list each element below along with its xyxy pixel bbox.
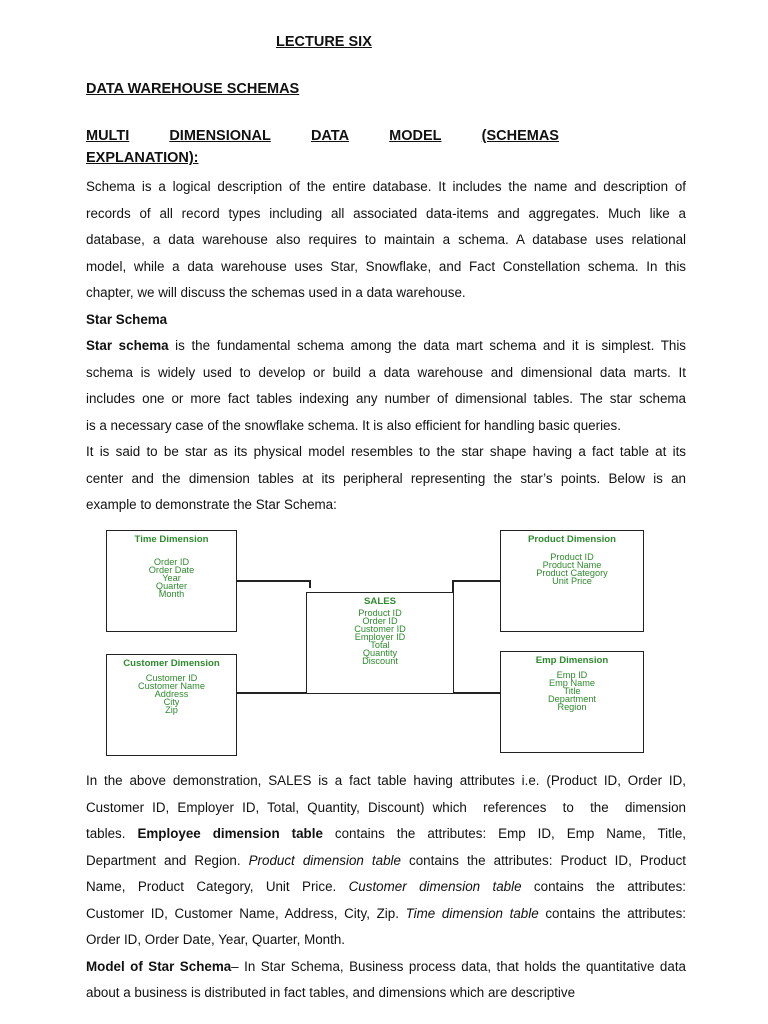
product-dimension-attributes — [501, 553, 643, 585]
text-run: Name, Product Category, Unit Price. — [86, 879, 349, 894]
paragraph-line — [86, 906, 686, 922]
italic-term: Time dimension table — [405, 906, 539, 921]
text-run: contains the attributes: — [538, 906, 687, 921]
attribute: Quarter — [155, 581, 188, 591]
sales-fact-attributes — [307, 609, 453, 665]
connector-line — [452, 692, 500, 694]
product-dimension-box — [500, 530, 644, 632]
connector-line — [235, 692, 306, 694]
attribute: Customer ID — [354, 624, 406, 634]
emp-dimension-box — [500, 651, 644, 753]
product-dimension-title: Product Dimension — [528, 534, 616, 545]
paragraph-line — [86, 879, 686, 895]
paragraph-line — [86, 338, 686, 354]
time-dimension-attributes — [107, 558, 236, 598]
sales-fact-box — [306, 592, 454, 694]
emp-dimension-attributes — [501, 671, 643, 711]
attribute: Department — [547, 694, 596, 704]
bold-term: Model of Star Schema — [86, 959, 232, 974]
paragraph-line: In the above demonstration, SALES is a fact table having attributes i.e. (Product ID, Order ID, — [86, 773, 686, 788]
subsection-word: (SCHEMAS — [481, 128, 559, 144]
subsection-title-line2: EXPLANATION): — [86, 150, 199, 166]
attribute: Order ID — [362, 616, 398, 626]
text-run: tables. — [86, 826, 138, 841]
text-run: is the fundamental schema among the data mart schema and it is simplest. This — [168, 338, 686, 353]
attribute: Product ID — [550, 552, 594, 562]
star-schema-diagram — [88, 520, 678, 762]
attribute: Title — [563, 686, 581, 696]
paragraph-line: It is said to be star as its physical model resembles to the star shape having a fact table at its — [86, 444, 686, 459]
sales-fact-title: SALES — [364, 596, 396, 607]
time-dimension-box — [106, 530, 237, 632]
paragraph-line: about a business is distributed in fact tables, and dimensions which are descriptive — [86, 985, 576, 1000]
bold-term: Employee dimension table — [137, 826, 323, 841]
attribute: Discount — [362, 656, 398, 666]
attribute: Emp ID — [556, 670, 588, 680]
paragraph-line: Customer ID, Employer ID, Total, Quantity, Discount) which references to the dimension — [86, 800, 686, 815]
paragraph-line: Schema is a logical description of the entire database. It includes the name and description of — [86, 179, 686, 194]
paragraph-line: example to demonstrate the Star Schema: — [86, 497, 337, 512]
text-run: contains the attributes: Product ID, Product — [400, 853, 686, 868]
attribute: Order ID — [153, 557, 190, 567]
subsection-word: MULTI — [86, 128, 130, 144]
attribute: Address — [154, 689, 189, 699]
emp-dimension-title: Emp Dimension — [535, 655, 609, 666]
subsection-word: DATA — [310, 128, 350, 144]
attribute: Product Name — [542, 560, 602, 570]
subsection-word: DIMENSIONAL — [169, 128, 271, 144]
paragraph-line — [86, 959, 686, 975]
connector-line — [452, 580, 500, 582]
paragraph-line: Order ID, Order Date, Year, Quarter, Month. — [86, 932, 346, 947]
paragraph-line: model, while a data warehouse uses Star, Snowflake, and Fact Constellation schema. In this — [86, 259, 686, 274]
attribute: Emp Name — [549, 678, 595, 688]
subsection-title-line1 — [86, 128, 559, 144]
attribute: Zip — [165, 705, 178, 715]
paragraph-line: center and the dimension tables at its peripheral representing the star’s points. Below is an — [86, 471, 686, 486]
paragraph-line: includes one or more fact tables indexing any number of dimensional tables. The star schema — [86, 391, 686, 406]
attribute: Employer ID — [354, 632, 406, 642]
paragraph-line: records of all record types including all associated data-items and aggregates. Much like a — [86, 206, 686, 221]
attribute: Unit Price — [552, 576, 592, 586]
text-run: Customer ID, Customer Name, Address, City, Zip. — [86, 906, 406, 921]
italic-term: Customer dimension table — [348, 879, 522, 894]
attribute: Region — [557, 702, 587, 712]
customer-dimension-attributes — [107, 674, 236, 714]
time-dimension-title: Time Dimension — [134, 534, 209, 545]
subsection-word: MODEL — [389, 128, 442, 144]
connector-line — [235, 580, 309, 582]
lecture-title: LECTURE SIX — [276, 34, 372, 50]
paragraph-line: database, a data warehouse also requires to maintain a schema. A database uses relational — [86, 232, 686, 247]
attribute: Customer ID — [145, 673, 198, 683]
customer-dimension-title: Customer Dimension — [123, 658, 220, 669]
connector-line — [452, 580, 454, 592]
paragraph-line — [86, 826, 686, 842]
text-run: contains the attributes: Emp ID, Emp Name, Title, — [322, 826, 686, 841]
connector-line — [309, 580, 311, 588]
paragraph-line: is a necessary case of the snowflake schema. It is also efficient for handling basic queries. — [86, 418, 621, 433]
paragraph-line — [86, 853, 686, 869]
paragraph-line: schema is widely used to develop or build a data warehouse and dimensional data marts. It — [86, 365, 686, 380]
section-title: DATA WAREHOUSE SCHEMAS — [86, 81, 300, 97]
italic-term: Product dimension table — [248, 853, 401, 868]
attribute: City — [163, 697, 180, 707]
attribute: Customer Name — [138, 681, 205, 691]
attribute: Quantity — [362, 648, 398, 658]
customer-dimension-box — [106, 654, 237, 756]
attribute: Product ID — [358, 608, 402, 618]
text-run: Department and Region. — [86, 853, 249, 868]
attribute: Order Date — [148, 565, 195, 575]
attribute: Month — [158, 589, 185, 599]
text-run: contains the attributes: — [521, 879, 687, 894]
paragraph-line: chapter, we will discuss the schemas used in a data warehouse. — [86, 285, 466, 300]
attribute: Total — [370, 640, 390, 650]
bold-term: Star schema — [86, 338, 169, 353]
attribute: Year — [162, 573, 181, 583]
star-schema-heading: Star Schema — [86, 312, 168, 327]
text-run: – In Star Schema, Business process data, that holds the quantitative data — [231, 959, 686, 974]
attribute: Product Category — [536, 568, 608, 578]
